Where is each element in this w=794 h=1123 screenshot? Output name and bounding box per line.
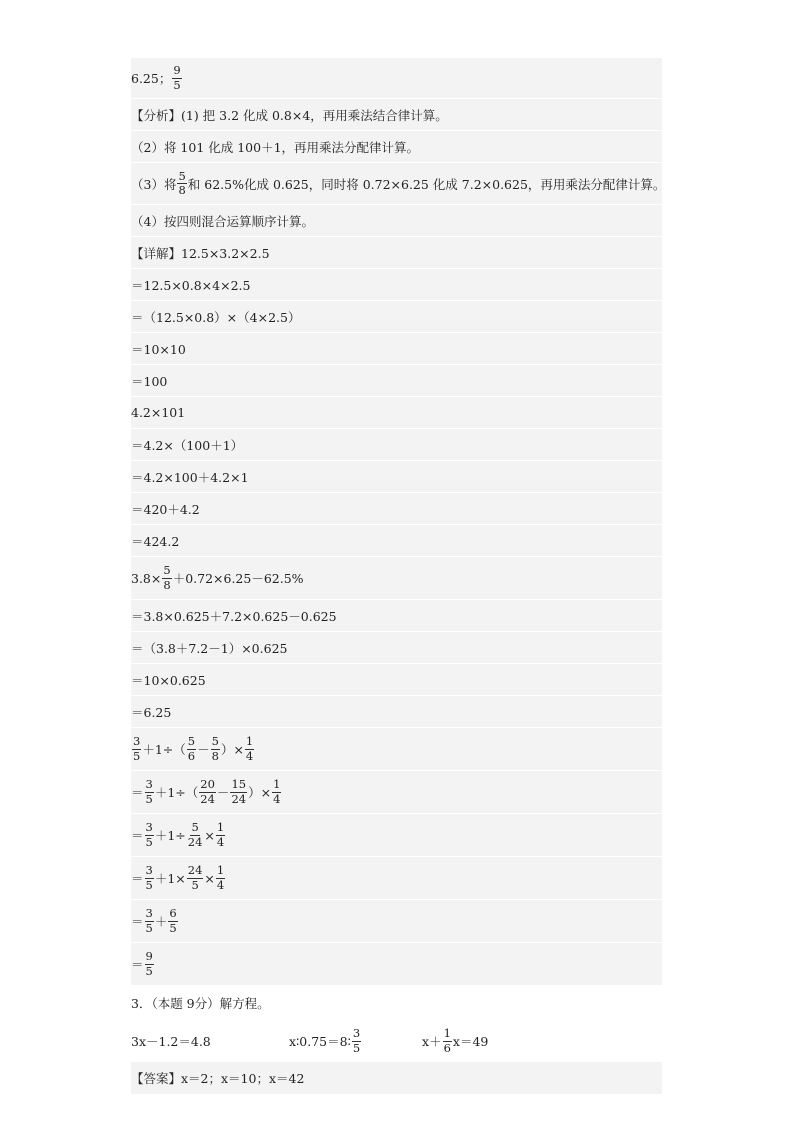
content-line-4: [131, 205, 662, 237]
numerator: 5: [211, 734, 219, 748]
text-run: 3x－1.2＝4.8: [131, 1034, 211, 1049]
denominator: 5: [145, 834, 153, 849]
denominator: 5: [173, 77, 181, 92]
fraction: [352, 1028, 361, 1054]
text-run: ＝6.25: [131, 704, 172, 720]
denominator: 5: [352, 1040, 361, 1055]
numerator: 3: [145, 777, 153, 791]
denominator: 5: [169, 920, 177, 935]
text-run: ＋1÷（: [142, 742, 186, 757]
text-run: ＝: [131, 828, 144, 843]
text-run: ＝424.2: [131, 533, 180, 549]
content-line-21: [131, 771, 662, 814]
numerator: 1: [216, 820, 225, 834]
fraction: [187, 865, 204, 891]
numerator: 1: [216, 863, 225, 877]
denominator: 6: [187, 748, 196, 763]
text-run: 6.25；: [131, 71, 172, 86]
text-run: ＝: [131, 871, 144, 886]
fraction: [145, 951, 154, 977]
denominator: 24: [187, 834, 203, 849]
equation-1: [131, 1020, 211, 1062]
text-run: ×: [204, 827, 215, 843]
numerator: 5: [163, 563, 171, 577]
content-line-19: [131, 696, 662, 728]
text-run: ＝（3.8＋7.2－1）×0.625: [131, 640, 288, 656]
numerator: 5: [191, 820, 199, 834]
denominator: 5: [145, 920, 153, 935]
fraction: [132, 736, 141, 762]
text-run: 4.2×101: [131, 405, 186, 420]
equation-2: [289, 1020, 362, 1062]
text-run: －: [197, 742, 210, 757]
denominator: 4: [245, 748, 254, 763]
text-run: x＋: [422, 1034, 442, 1049]
fraction: [199, 779, 216, 805]
text-run: （3）将: [131, 176, 177, 192]
numerator: 3: [352, 1026, 361, 1040]
text-run: x∶0.75＝8∶: [289, 1034, 351, 1049]
content-line-16: [131, 600, 662, 632]
numerator: 9: [173, 63, 181, 77]
content-line-14: [131, 525, 662, 557]
fraction: [230, 779, 247, 805]
numerator: 24: [187, 863, 203, 877]
fraction: [145, 908, 154, 934]
denominator: 5: [145, 791, 153, 806]
text-run: ＝4.2×（100＋1）: [131, 437, 244, 453]
denominator: 8: [211, 748, 219, 763]
numerator: 3: [145, 820, 153, 834]
denominator: 24: [231, 791, 247, 806]
content-line-3: [131, 163, 666, 205]
denominator: 5: [145, 963, 153, 978]
denominator: 4: [216, 877, 225, 892]
content-line-9: [131, 365, 662, 397]
content-line-7: [131, 301, 662, 333]
text-run: ＝4.2×100＋4.2×1: [131, 469, 249, 485]
text-run: 3.8×: [131, 570, 162, 586]
content-line-28: [131, 1062, 662, 1095]
fraction: [162, 565, 171, 591]
numerator: 6: [169, 906, 177, 920]
text-run: （4）按四则混合运算顺序计算。: [131, 213, 314, 229]
numerator: 3: [133, 734, 141, 748]
fraction: [172, 65, 181, 91]
denominator: 5: [145, 877, 153, 892]
text-run: 和 62.5%化成 0.625，同时将 0.72×6.25 化成 7.2×0.625，再用乘法分配律计算。: [187, 176, 666, 192]
text-run: （2）将 101 化成 100＋1，再用乘法分配律计算。: [131, 139, 420, 155]
text-run: ＋1÷: [154, 828, 186, 843]
text-run: x＝49: [452, 1034, 489, 1049]
text-run: ＝420＋4.2: [131, 501, 200, 517]
text-run: ＝: [131, 785, 144, 800]
content-line-26: [131, 986, 662, 1020]
fraction: [272, 779, 281, 805]
numerator: 3: [145, 906, 153, 920]
text-run: ＝3.8×0.625＋7.2×0.625－0.625: [131, 608, 337, 624]
denominator: 8: [178, 183, 186, 197]
numerator: 5: [178, 168, 186, 183]
fraction: [216, 865, 225, 891]
denominator: 24: [200, 791, 215, 806]
text-run: 【分析】(1) 把 3.2 化成 0.8×4，再用乘法结合律计算。: [131, 107, 448, 123]
equation-3: [422, 1020, 488, 1062]
fraction: [187, 736, 196, 762]
text-run: ＝12.5×0.8×4×2.5: [131, 277, 251, 293]
denominator: 8: [163, 577, 171, 592]
text-run: ＋: [154, 914, 168, 929]
text-run: ×: [204, 870, 215, 886]
numerator: 3: [145, 863, 153, 877]
numerator: 15: [231, 777, 247, 791]
text-run: ）×: [248, 785, 272, 800]
denominator: 5: [191, 877, 199, 892]
content-line-17: [131, 632, 662, 664]
text-run: ＝: [131, 914, 144, 929]
text-run: ＝: [131, 957, 144, 972]
content-line-18: [131, 664, 662, 696]
text-run: ＝100: [131, 373, 168, 389]
fraction: [443, 1028, 452, 1054]
numerator: 1: [245, 734, 254, 748]
content-line-0: [131, 58, 662, 99]
fraction: [145, 822, 154, 848]
fraction: [168, 908, 177, 934]
content-line-1: [131, 99, 662, 131]
denominator: 5: [133, 748, 141, 763]
numerator: 1: [443, 1026, 451, 1040]
content-line-20: [131, 728, 662, 771]
numerator: 9: [145, 949, 153, 963]
numerator: 20: [200, 777, 215, 791]
worksheet: [131, 58, 666, 1095]
denominator: 4: [216, 834, 225, 849]
fraction: [211, 736, 220, 762]
content-line-12: [131, 461, 662, 493]
content-line-15: [131, 557, 662, 600]
content-line-23: [131, 857, 662, 900]
text-run: 【详解】12.5×3.2×2.5: [131, 245, 270, 261]
text-run: ）×: [220, 742, 244, 757]
fraction: [177, 168, 186, 197]
text-run: ＋0.72×6.25－62.5%: [172, 571, 304, 586]
text-run: ＝10×10: [131, 341, 186, 357]
content-line-24: [131, 900, 662, 943]
content-line-22: [131, 814, 662, 857]
text-run: 3．（本题 9分）解方程。: [131, 996, 270, 1011]
text-run: ＝（12.5×0.8）×（4×2.5）: [131, 309, 301, 325]
content-line-5: [131, 237, 662, 269]
content-line-2: [131, 131, 662, 163]
denominator: 6: [443, 1040, 451, 1055]
text-run: ＋1÷（: [154, 785, 199, 800]
fraction: [245, 736, 254, 762]
text-run: ＝10×0.625: [131, 672, 206, 688]
content-line-10: [131, 397, 662, 429]
text-run: －: [216, 785, 230, 800]
numerator: 5: [187, 734, 196, 748]
text-run: 【答案】x＝2；x＝10；x＝42: [131, 1071, 305, 1086]
fraction: [145, 779, 154, 805]
numerator: 1: [273, 777, 281, 791]
content-line-13: [131, 493, 662, 525]
text-run: ＋1×: [154, 871, 186, 886]
content-line-8: [131, 333, 662, 365]
content-line-27: [131, 1020, 662, 1062]
denominator: 4: [273, 791, 281, 806]
fraction: [145, 865, 154, 891]
content-line-25: [131, 943, 662, 986]
content-line-11: [131, 429, 662, 461]
fraction: [187, 822, 204, 848]
content-line-6: [131, 269, 662, 301]
fraction: [216, 822, 225, 848]
